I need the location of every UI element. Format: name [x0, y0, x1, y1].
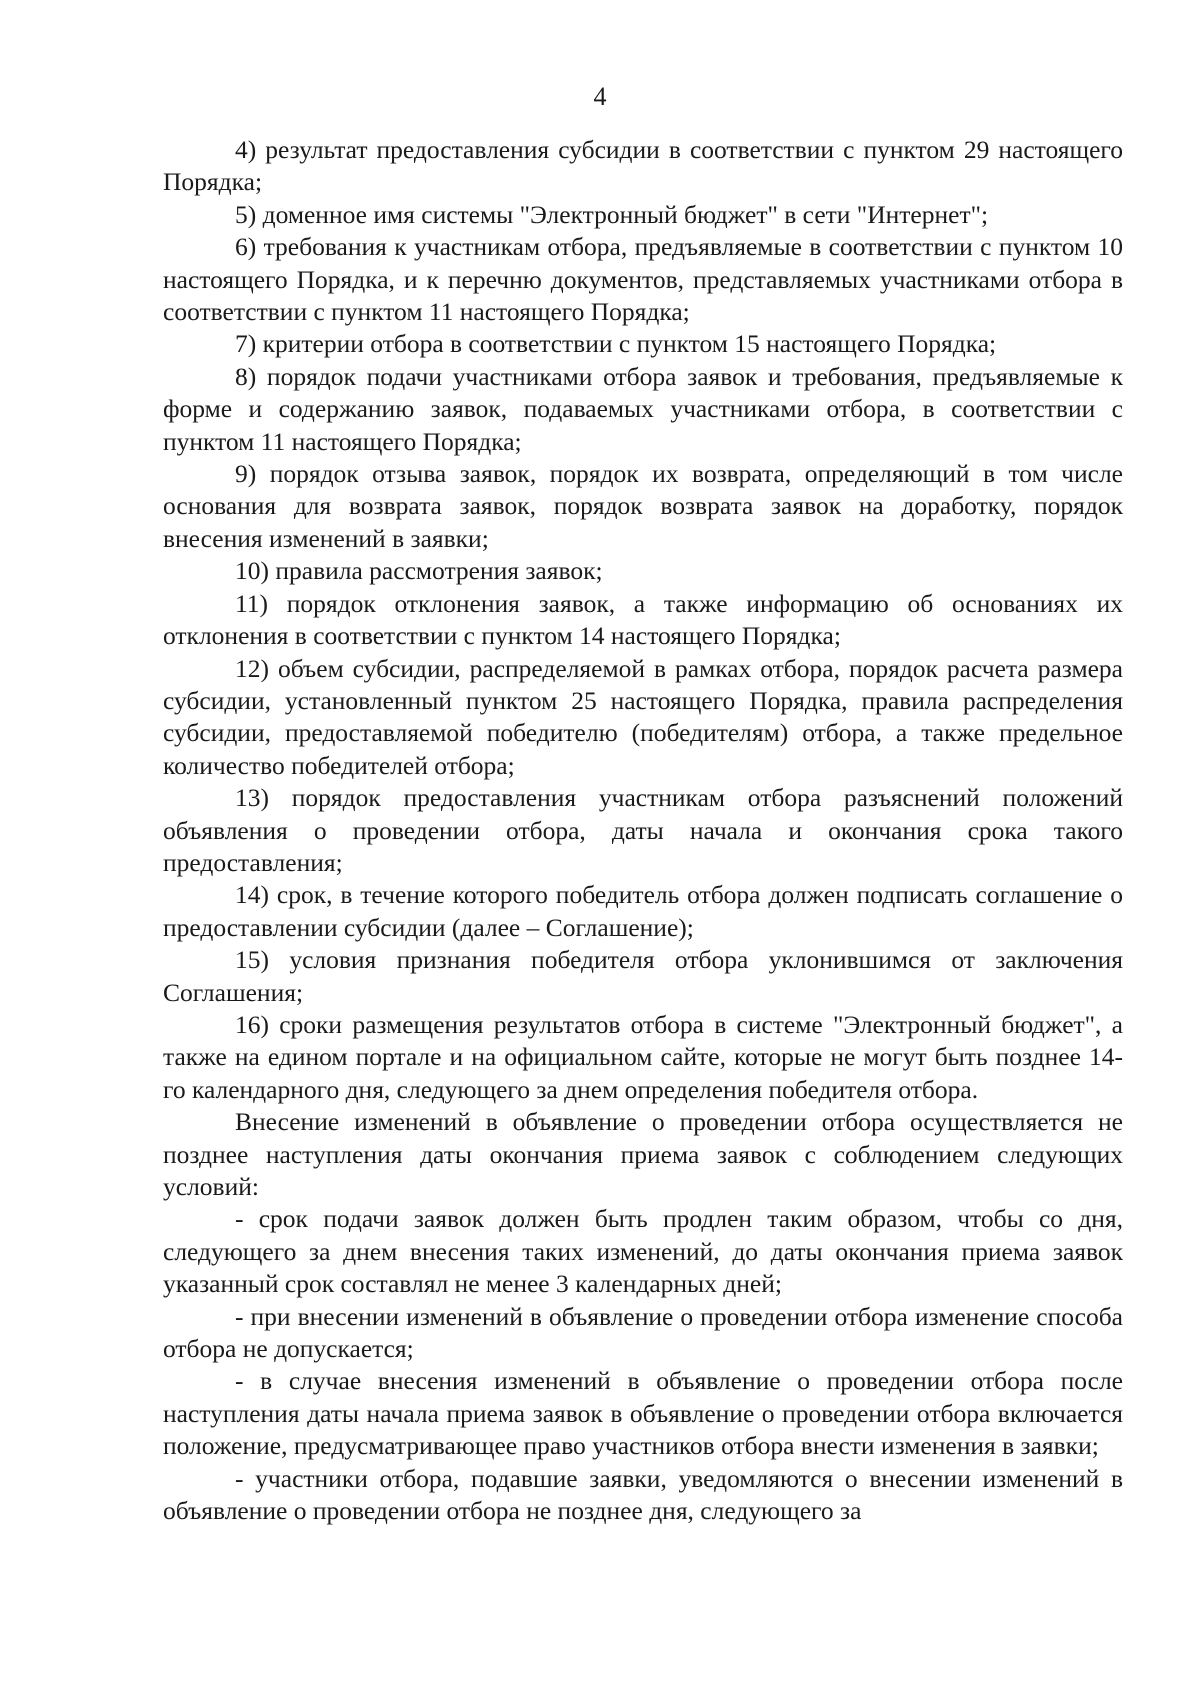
list-item-15: 15) условия признания победителя отбора уклонившимся от заключения Соглашения;: [163, 945, 1123, 1007]
list-item-11: 11) порядок отклонения заявок, а также информацию об основаниях их отклонения в соответствии с пунктом 14 настоящего Порядка;: [163, 588, 1123, 651]
list-item-6: 6) требования к участникам отбора, предъявляемые в соответствии с пунктом 10 настоящего Порядка, и к перечню документов, представляемых участниками отбора в соответствии с пунктом 11 настоящего Порядка;: [163, 232, 1123, 327]
condition-item-3: - в случае внесения изменений в объявление о проведении отбора после наступления даты начала приема заявок в объявление о проведении отбора включается положение, предусматривающее право участников отбора внести изменения в заявки;: [163, 1366, 1123, 1461]
list-item-13: 13) порядок предоставления участникам отбора разъяснений положений объявления о проведении отбора, даты начала и окончания срока такого предоставления;: [163, 783, 1123, 877]
document-body: [163, 134, 1123, 1527]
condition-item-2: - при внесении изменений в объявление о проведении отбора изменение способа отбора не допускается;: [163, 1301, 1123, 1364]
list-item-7: 7) критерии отбора в соответствии с пунктом 15 настоящего Порядка;: [235, 329, 997, 359]
list-item-9: 9) порядок отзыва заявок, порядок их возврата, определяющий в том числе основания для возврата заявок, порядок возврата заявок на доработку, порядок внесения изменений в заявки;: [163, 459, 1123, 553]
list-item-14: 14) срок, в течение которого победитель отбора должен подписать соглашение о предоставлении субсидии (далее – Соглашение);: [163, 880, 1123, 942]
list-item-10: 10) правила рассмотрения заявок;: [235, 556, 603, 586]
page-number: 4: [593, 82, 607, 111]
list-item-16: 16) сроки размещения результатов отбора в системе "Электронный бюджет", а также на едином портале и на официальном сайте, которые не могут быть позднее 14-го календарного дня, следующего за днем определения победителя отбора.: [163, 1009, 1123, 1104]
amendment-paragraph: Внесение изменений в объявление о проведении отбора осуществляется не позднее наступления даты окончания приема заявок с соблюдением следующих условий:: [163, 1107, 1123, 1201]
list-item-4: 4) результат предоставления субсидии в соответствии с пунктом 29 настоящего Порядка;: [163, 135, 1123, 197]
condition-item-1: - срок подачи заявок должен быть продлен таким образом, чтобы со дня, следующего за днем внесения таких изменений, до даты окончания приема заявок указанный срок составлял не менее 3 календарных дней;: [163, 1204, 1123, 1299]
list-item-8: 8) порядок подачи участниками отбора заявок и требования, предъявляемые к форме и содержанию заявок, подаваемых участниками отбора, в соответствии с пунктом 11 настоящего Порядка;: [163, 361, 1123, 456]
list-item-12: 12) объем субсидии, распределяемой в рамках отбора, порядок расчета размера субсидии, установленный пунктом 25 настоящего Порядка, правила распределения субсидии, предоставляемой победителю (победителям) отбора, а также предельное количество победителей отбора;: [163, 653, 1123, 780]
condition-item-4: - участники отбора, подавшие заявки, уведомляются о внесении изменений в объявление о проведении отбора не позднее дня, следующего за: [163, 1463, 1123, 1526]
list-item-5: 5) доменное имя системы "Электронный бюджет" в сети "Интернет";: [235, 199, 989, 229]
